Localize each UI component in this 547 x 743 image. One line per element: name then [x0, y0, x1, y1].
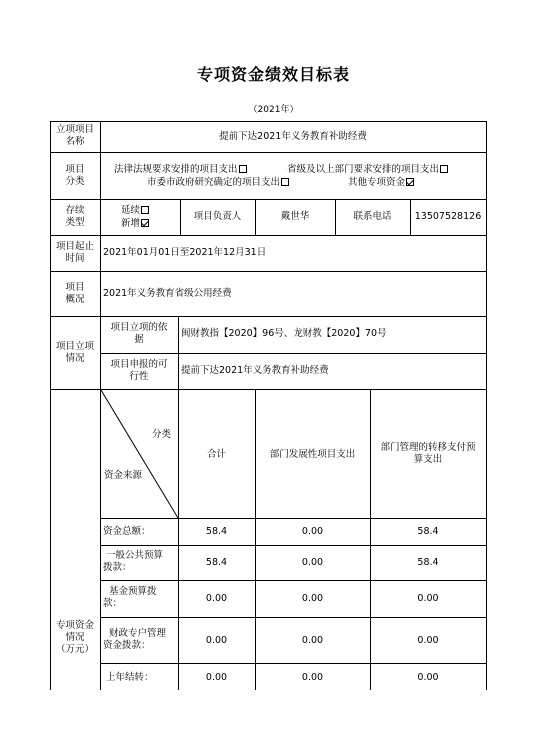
cell-total: 0.00 [205, 672, 228, 683]
column-header-transfer: 部门管理的转移支付预 算支出 [380, 442, 476, 465]
row-label: 财政专户管理 资金拨款： [103, 628, 167, 651]
checkbox-laws[interactable] [239, 165, 247, 173]
cell-transfer: 58.4 [417, 557, 439, 568]
project-owner-value: 戴世华 [280, 211, 310, 222]
project-overview-value: 2021年义务教育省级公用经费 [103, 288, 232, 299]
cell-total: 0.00 [205, 593, 228, 604]
cell-dept: 0.00 [301, 557, 324, 568]
cell-transfer: 0.00 [417, 593, 439, 604]
feasibility-value: 提前下达2021年义务教育补助经费 [181, 365, 329, 376]
cell-total: 58.4 [205, 557, 228, 568]
funds-label: 专项资金 情况 （万元） [55, 620, 94, 655]
feasibility-label: 项目申报的可 行性 [110, 359, 168, 382]
project-overview-label: 项目 概况 [65, 282, 85, 305]
continuation-option-continue[interactable]: 延续 [121, 205, 149, 217]
cell-transfer: 0.00 [417, 635, 439, 646]
cell-dept: 0.00 [301, 526, 324, 537]
checkbox-provincial[interactable] [440, 165, 448, 173]
project-period-value: 2021年01月01日至2021年12月31日 [103, 247, 267, 258]
project-category-label: 项目 分类 [65, 164, 85, 187]
category-option-laws[interactable]: 法律法规要求安排的项目支出 [114, 164, 247, 176]
checkbox-other[interactable] [406, 178, 414, 186]
diagonal-header-category: 分类 [152, 429, 172, 440]
cell-total: 0.00 [205, 635, 228, 646]
establishment-label: 项目立项 情况 [55, 341, 94, 364]
row-label: 基金预算拨 款： [103, 586, 157, 609]
continuation-type-label: 存续 类型 [65, 205, 85, 228]
establishment-basis-value: 闽财教指【2020】96号、龙财教【2020】70号 [181, 328, 387, 339]
checkbox-new[interactable] [141, 219, 149, 227]
continuation-option-new[interactable]: 新增 [121, 218, 149, 230]
cell-dept: 0.00 [301, 593, 324, 604]
document-title: 专项资金绩效目标表 [196, 65, 350, 84]
diagonal-header-source: 资金来源 [104, 470, 143, 481]
column-header-total: 合计 [206, 449, 226, 460]
row-label: 资金总额： [103, 526, 151, 537]
category-option-other[interactable]: 其他专项资金 [348, 177, 414, 189]
phone-label: 联系电话 [353, 211, 392, 222]
cell-transfer: 58.4 [417, 526, 439, 537]
cell-transfer: 0.00 [417, 672, 439, 683]
project-name-value: 提前下达2021年义务教育补助经费 [219, 131, 367, 142]
cell-dept: 0.00 [301, 672, 324, 683]
establishment-basis-label: 项目立项的依 据 [110, 322, 168, 345]
category-option-provincial[interactable]: 省级及以上部门要求安排的项目支出 [287, 164, 448, 176]
row-label: 一般公共预算 拨款： [103, 550, 164, 573]
checkbox-continue[interactable] [141, 206, 149, 214]
project-name-label: 立项项目 名称 [55, 124, 94, 147]
project-owner-label: 项目负责人 [193, 211, 242, 222]
checkbox-municipal[interactable] [281, 178, 289, 186]
column-header-dept: 部门发展性项目支出 [269, 449, 356, 460]
cell-total: 58.4 [205, 526, 228, 537]
document-year: （2021年） [248, 105, 299, 115]
row-label: 上年结转： [106, 672, 154, 683]
category-option-municipal[interactable]: 市委市政府研究确定的项目支出 [147, 177, 289, 189]
phone-value: 13507528126 [414, 211, 482, 222]
project-period-label: 项目起止 时间 [55, 241, 94, 264]
cell-dept: 0.00 [301, 635, 324, 646]
